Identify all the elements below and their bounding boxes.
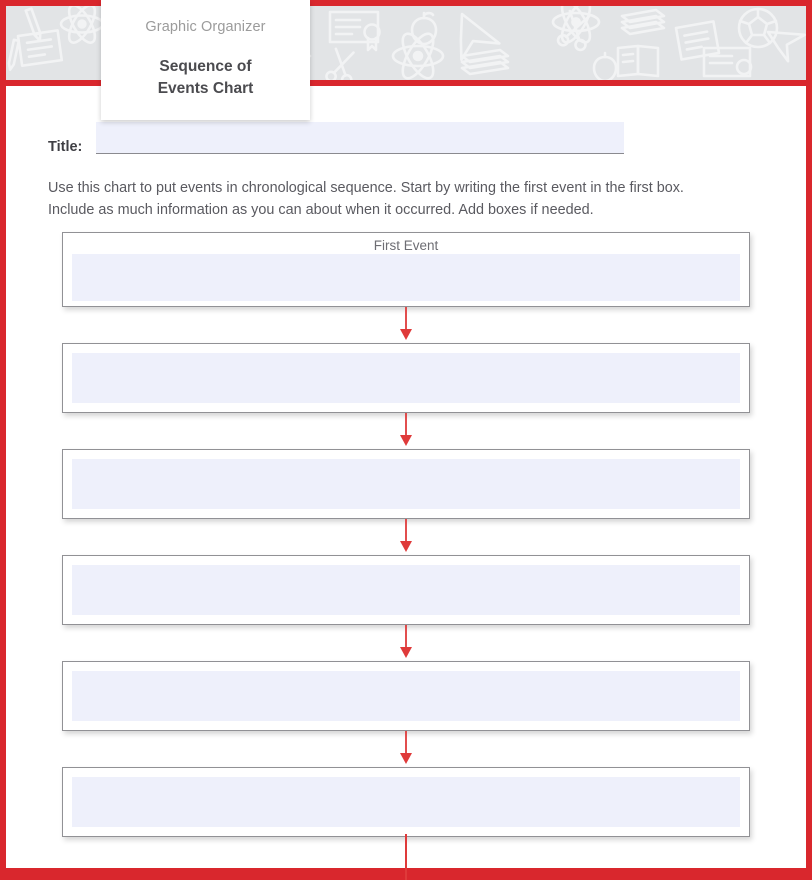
title-input[interactable]: [96, 122, 624, 154]
event-box-input[interactable]: [72, 353, 740, 403]
title-label: Title:: [48, 139, 83, 155]
event-box: [62, 449, 750, 519]
clipboard-icon: [676, 21, 719, 59]
event-box-input[interactable]: [72, 671, 740, 721]
instructions: [48, 178, 760, 222]
open-book-icon: [618, 46, 658, 76]
title-row: [48, 122, 628, 156]
pencil-icon: [8, 40, 19, 70]
atom-icon: [553, 6, 599, 46]
flow-arrow: [62, 307, 750, 343]
event-box-input[interactable]: [72, 565, 740, 615]
event-box: [62, 555, 750, 625]
paper-plane-icon: [768, 21, 811, 64]
event-box: [62, 343, 750, 413]
organizer-title-card: [101, 0, 310, 120]
flow-arrow: [62, 413, 750, 449]
card-kicker: Graphic Organizer: [145, 19, 266, 35]
event-box-caption: First Event: [373, 238, 439, 253]
soccer-ball-icon: [739, 9, 777, 47]
pencil-icon: [26, 9, 43, 42]
certificate-icon: [704, 48, 751, 76]
instructions-line-1: Use this chart to put events in chronological sequence. Start by writing the first event in the first box.: [48, 180, 684, 196]
scissors-icon: [326, 48, 357, 80]
flow-arrow: [62, 731, 750, 767]
certificate-icon: [330, 12, 380, 50]
event-box: [62, 232, 750, 307]
event-box: [62, 661, 750, 731]
card-title: [101, 56, 310, 100]
stack-of-paper-icon: [622, 10, 664, 34]
event-box-input[interactable]: [72, 254, 740, 301]
flow-arrow: [62, 625, 750, 661]
instructions-line-2: Include as much information as you can about when it occurred. Add boxes if needed.: [48, 201, 594, 218]
stack-of-paper-icon: [462, 50, 508, 74]
event-box-input[interactable]: [72, 459, 740, 509]
card-title-line-1: Sequence of: [159, 58, 252, 75]
atom-icon: [61, 6, 103, 46]
apple-icon: [594, 53, 616, 80]
event-box-input[interactable]: [72, 777, 740, 827]
flow-arrow-tail: [405, 834, 407, 880]
card-title-line-2: Events Chart: [157, 80, 254, 97]
sequence-flow: [6, 232, 806, 837]
event-box: [62, 767, 750, 837]
flow-arrow: [62, 519, 750, 555]
